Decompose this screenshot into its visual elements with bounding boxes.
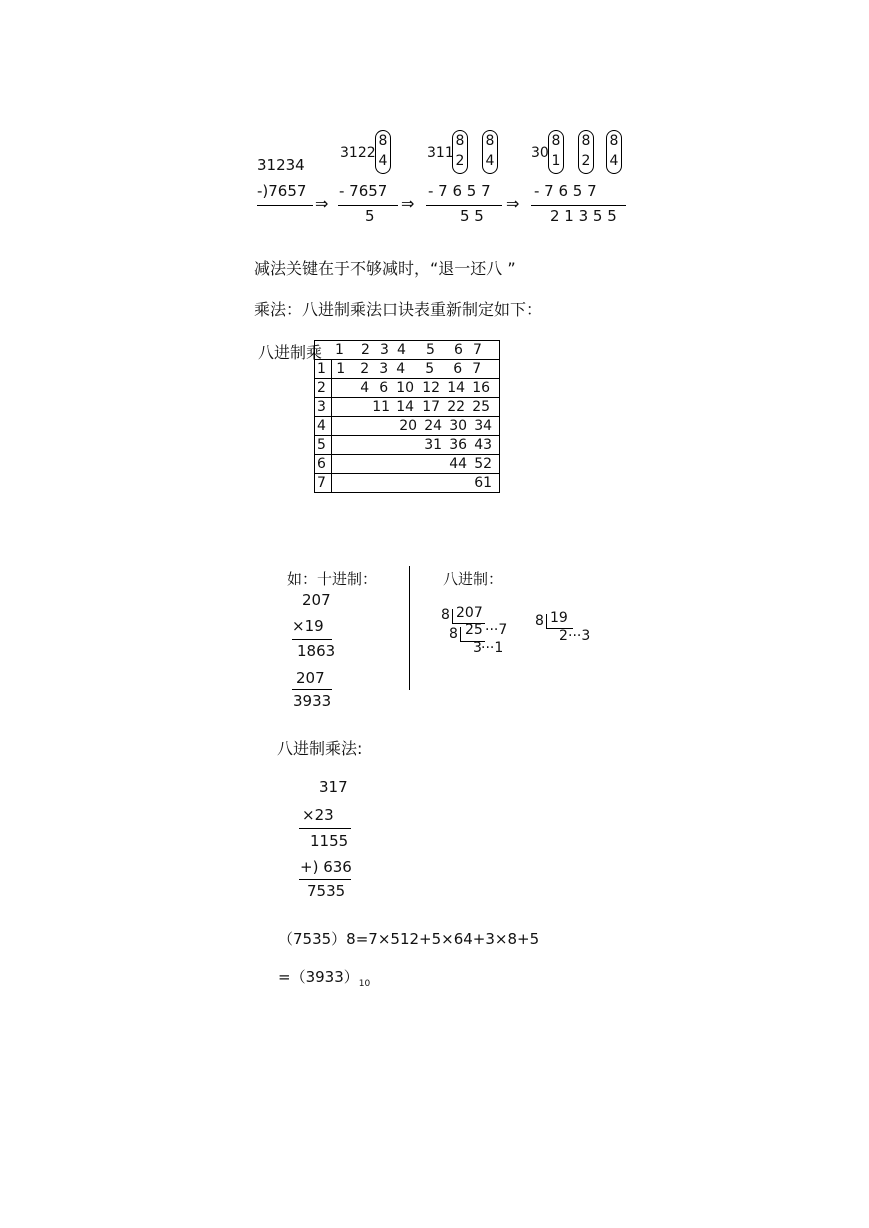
div1-r: ···7 — [485, 622, 508, 638]
table-cell: 7 — [472, 361, 482, 377]
arrow-1: ⇒ — [315, 194, 329, 213]
table-cell: 6 — [453, 361, 463, 377]
table-row — [315, 379, 500, 398]
dec-a: 207 — [302, 591, 331, 609]
table-row — [315, 455, 500, 474]
header-cell: 4 — [397, 342, 406, 358]
row-index: 4 — [315, 417, 332, 436]
table-cell: 31 — [424, 437, 443, 453]
table-cell: 5 — [425, 361, 435, 377]
div1-dividend: 207 — [456, 605, 483, 621]
om-rule-2 — [299, 879, 351, 880]
table-cell: 44 — [449, 456, 468, 472]
table-row — [315, 360, 500, 379]
div1-divisor: 8 — [441, 607, 450, 623]
step4-paren1: 8 1 — [548, 130, 564, 174]
header-cell: 5 — [426, 342, 435, 358]
step3-rule — [426, 205, 502, 206]
table-row — [315, 417, 500, 436]
table-cell: 34 — [474, 418, 493, 434]
om-b: ×23 — [302, 806, 334, 824]
header-cell: 7 — [473, 342, 482, 358]
om-sum: 7535 — [307, 882, 346, 900]
table-cell: 52 — [474, 456, 493, 472]
conversion-line-2 — [278, 966, 370, 989]
table-cell: 16 — [472, 380, 491, 396]
div1-divisor2: 8 — [449, 626, 458, 642]
div2-r: ···3 — [568, 628, 591, 644]
table-cell: 4 — [360, 380, 370, 396]
row-index: 1 — [315, 360, 332, 379]
div1-r2: ···1 — [481, 640, 504, 656]
table-cell: 22 — [447, 399, 466, 415]
table-cell: 1 — [336, 361, 346, 377]
step3-paren2: 8 4 — [482, 130, 498, 174]
step3-paren1: 8 2 — [452, 130, 468, 174]
octal-multiplication-table — [314, 340, 500, 493]
table-cell: 43 — [474, 437, 493, 453]
step2-result: 5 — [365, 207, 375, 225]
step1-top: 31234 — [257, 156, 305, 174]
header-cell: 6 — [454, 342, 463, 358]
row-index: 5 — [315, 436, 332, 455]
dec-b: ×19 — [292, 617, 324, 635]
dec-p1: 1863 — [297, 642, 336, 660]
table-header-row — [315, 341, 500, 360]
step3-result: 5 5 — [460, 207, 484, 225]
table-cell: 17 — [422, 399, 441, 415]
octal-label: 八进制： — [443, 570, 504, 588]
om-rule-1 — [299, 828, 351, 829]
step4-paren2: 8 2 — [578, 130, 594, 174]
table-cell: 30 — [449, 418, 468, 434]
dec-sum: 3933 — [293, 692, 332, 710]
conversion-line-2-main: =（3933） — [278, 968, 359, 986]
table-corner-label: 八进制乘 — [258, 343, 323, 362]
step3-sub: - 7 6 5 7 — [428, 182, 491, 200]
decimal-label: 如：十进制： — [287, 570, 378, 588]
table-cell: 3 — [379, 361, 389, 377]
step2-rule — [338, 205, 398, 206]
table-cell: 6 — [379, 380, 389, 396]
div1-q: 25 — [465, 622, 483, 638]
table-cell: 12 — [422, 380, 441, 396]
arrow-3: ⇒ — [506, 194, 520, 213]
step4-paren3: 8 4 — [606, 130, 622, 174]
step4-top: 30 — [531, 145, 549, 161]
step3-top: 311 — [427, 145, 454, 161]
row-index: 7 — [315, 474, 332, 493]
table-row — [315, 474, 500, 493]
step2-top: 3122 — [340, 145, 376, 161]
step1-rule — [257, 205, 313, 206]
table-cell: 11 — [372, 399, 391, 415]
div2-divisor: 8 — [535, 613, 544, 629]
table-cell: 4 — [396, 361, 406, 377]
dec-rule-1 — [292, 639, 332, 640]
div1-q2: 3 — [473, 640, 482, 656]
vertical-separator — [409, 566, 410, 690]
step4-result: 2 1 3 5 5 — [550, 207, 617, 225]
table-cell: 36 — [449, 437, 468, 453]
div2-dividend: 19 — [550, 610, 568, 626]
header-cell: 1 — [335, 342, 344, 358]
row-index: 3 — [315, 398, 332, 417]
table-cell: 10 — [396, 380, 415, 396]
multiplication-intro-text: 乘法：八进制乘法口诀表重新制定如下： — [254, 300, 543, 319]
header-cell: 2 — [361, 342, 370, 358]
arrow-2: ⇒ — [401, 194, 415, 213]
table-cell: 24 — [424, 418, 443, 434]
table-cell: 20 — [399, 418, 418, 434]
om-p1: 1155 — [310, 832, 349, 850]
table-cell: 25 — [472, 399, 491, 415]
step1-sub: -)7657 — [257, 182, 307, 200]
octal-mult-label: 八进制乘法: — [277, 739, 363, 758]
step4-rule — [531, 205, 626, 206]
subtraction-key-text: 减法关键在于不够减时，“退一还八 ” — [254, 259, 516, 278]
table-cell: 14 — [396, 399, 415, 415]
conversion-line-1: （7535）8=7×512+5×64+3×8+5 — [278, 930, 540, 948]
step4-sub: - 7 6 5 7 — [534, 182, 597, 200]
row-index: 2 — [315, 379, 332, 398]
header-cell: 3 — [380, 342, 389, 358]
div2-q: 2 — [559, 628, 568, 644]
dec-rule-2 — [292, 689, 332, 690]
table-cell: 14 — [447, 380, 466, 396]
table-row — [315, 436, 500, 455]
om-a: 317 — [319, 778, 348, 796]
table-cell: 61 — [474, 475, 493, 491]
dec-p2: 207 — [296, 669, 325, 687]
om-p2: +) 636 — [300, 858, 352, 876]
table-cell: 2 — [360, 361, 370, 377]
row-index: 6 — [315, 455, 332, 474]
step2-sub: - 7657 — [339, 182, 388, 200]
table-row — [315, 398, 500, 417]
step2-paren: 8 4 — [375, 130, 391, 174]
conversion-line-2-sub: 10 — [358, 979, 371, 989]
